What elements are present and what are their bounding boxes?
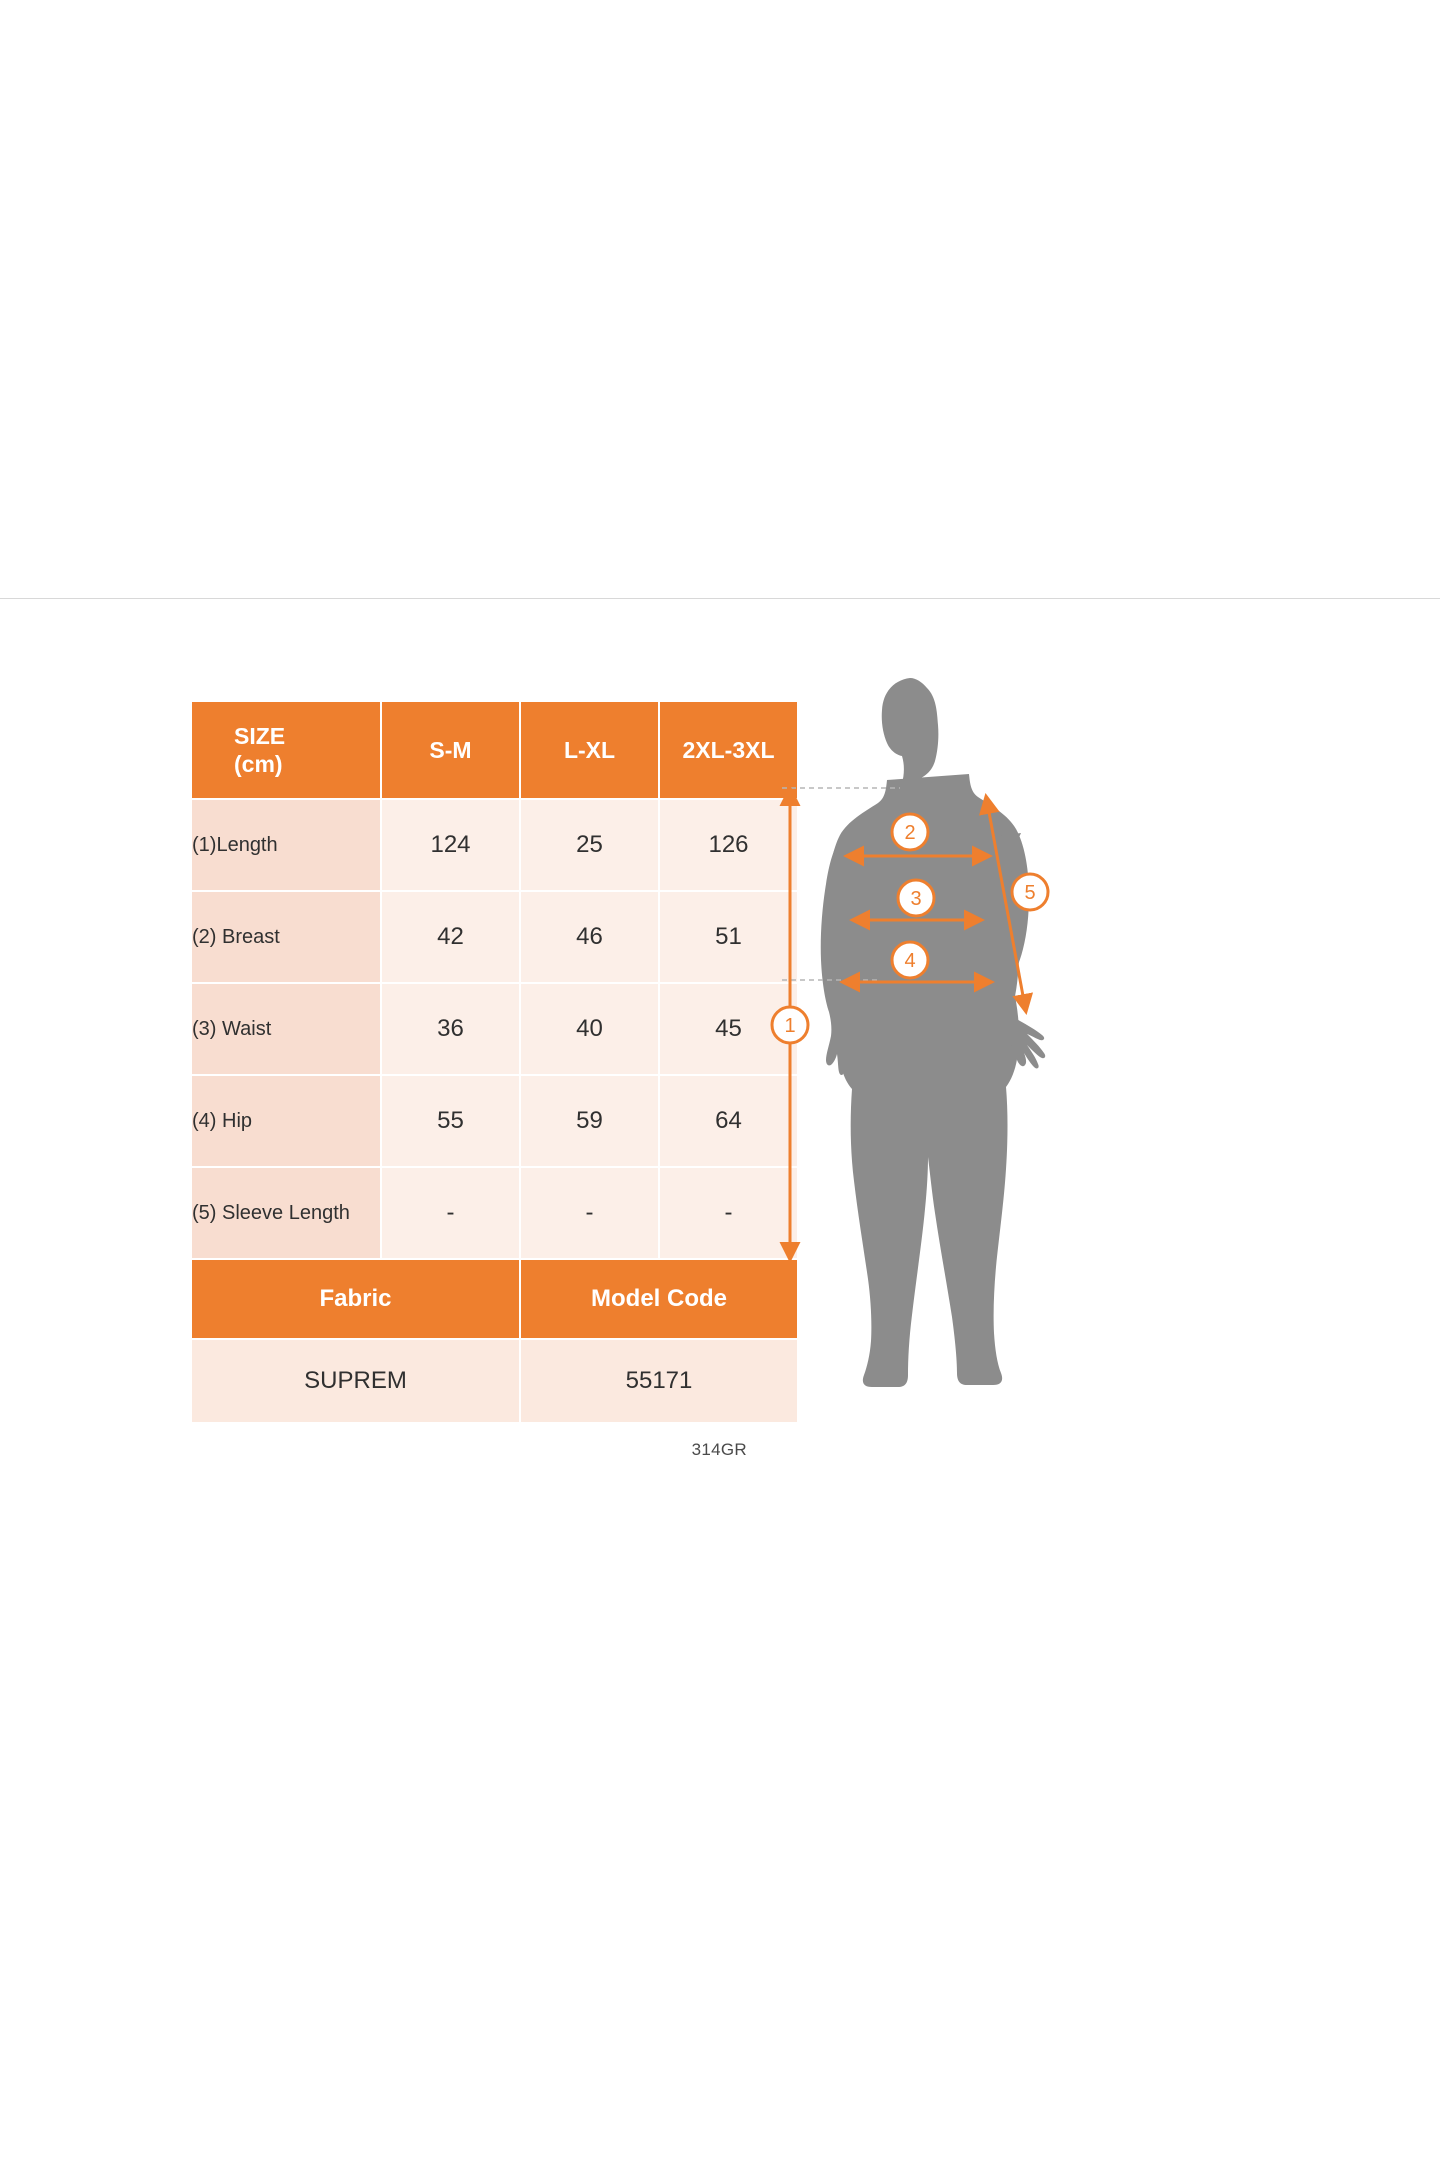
row-label-waist: (3) Waist	[191, 983, 381, 1075]
table-header-size	[191, 701, 381, 799]
top-divider	[0, 598, 1440, 599]
table-row	[191, 799, 798, 891]
footnote-code: 314GR	[691, 1440, 747, 1459]
table-header-lxl: L-XL	[520, 701, 659, 799]
size-chart	[0, 660, 1440, 1500]
cell-breast-lxl: 46	[520, 891, 659, 983]
marker-label-3: 3	[910, 888, 922, 910]
cell-length-sm: 124	[381, 799, 520, 891]
cell-hip-2xl3xl: 64	[659, 1075, 798, 1167]
row-label-length: (1)Length	[191, 799, 381, 891]
table-footer-header-row	[191, 1259, 798, 1339]
table-row	[191, 1167, 798, 1259]
cell-hip-sm: 55	[381, 1075, 520, 1167]
marker-badge-2	[892, 814, 928, 850]
cell-sleeve-2xl3xl: -	[659, 1167, 798, 1259]
marker-badge-1	[772, 1007, 808, 1043]
row-label-sleeve-length: (5) Sleeve Length	[191, 1167, 381, 1259]
marker-label-1: 1	[784, 1015, 796, 1037]
table-header-row	[191, 701, 798, 799]
footer-value-model-code: 55171	[520, 1339, 798, 1423]
size-table	[190, 700, 799, 1424]
footer-value-fabric: SUPREM	[191, 1339, 520, 1423]
table-row	[191, 983, 798, 1075]
row-label-hip: (4) Hip	[191, 1075, 381, 1167]
cell-length-2xl3xl: 126	[659, 799, 798, 891]
footer-header-fabric: Fabric	[191, 1259, 520, 1339]
table-header-size-line1: SIZE	[234, 722, 286, 749]
cell-waist-2xl3xl: 45	[659, 983, 798, 1075]
cell-sleeve-sm: -	[381, 1167, 520, 1259]
marker-badge-3	[898, 880, 934, 916]
table-header-size-line2: (cm)	[234, 751, 283, 777]
footer-header-model-code: Model Code	[520, 1259, 798, 1339]
cell-length-lxl: 25	[520, 799, 659, 891]
cell-waist-sm: 36	[381, 983, 520, 1075]
marker-badge-5	[1012, 874, 1048, 910]
row-label-breast: (2) Breast	[191, 891, 381, 983]
cell-sleeve-lxl: -	[520, 1167, 659, 1259]
table-header-2xl3xl: 2XL-3XL	[659, 701, 798, 799]
table-header-sm: S-M	[381, 701, 520, 799]
marker-badge-4	[892, 942, 928, 978]
marker-label-5: 5	[1024, 882, 1036, 904]
cell-breast-sm: 42	[381, 891, 520, 983]
table-footer-value-row	[191, 1339, 798, 1423]
table-row	[191, 891, 798, 983]
cell-breast-2xl3xl: 51	[659, 891, 798, 983]
cell-waist-lxl: 40	[520, 983, 659, 1075]
cell-hip-lxl: 59	[520, 1075, 659, 1167]
body-diagram	[760, 660, 1180, 1500]
female-silhouette-icon	[821, 678, 1045, 1387]
marker-label-2: 2	[904, 822, 916, 844]
table-row	[191, 1075, 798, 1167]
marker-label-4: 4	[904, 950, 916, 972]
